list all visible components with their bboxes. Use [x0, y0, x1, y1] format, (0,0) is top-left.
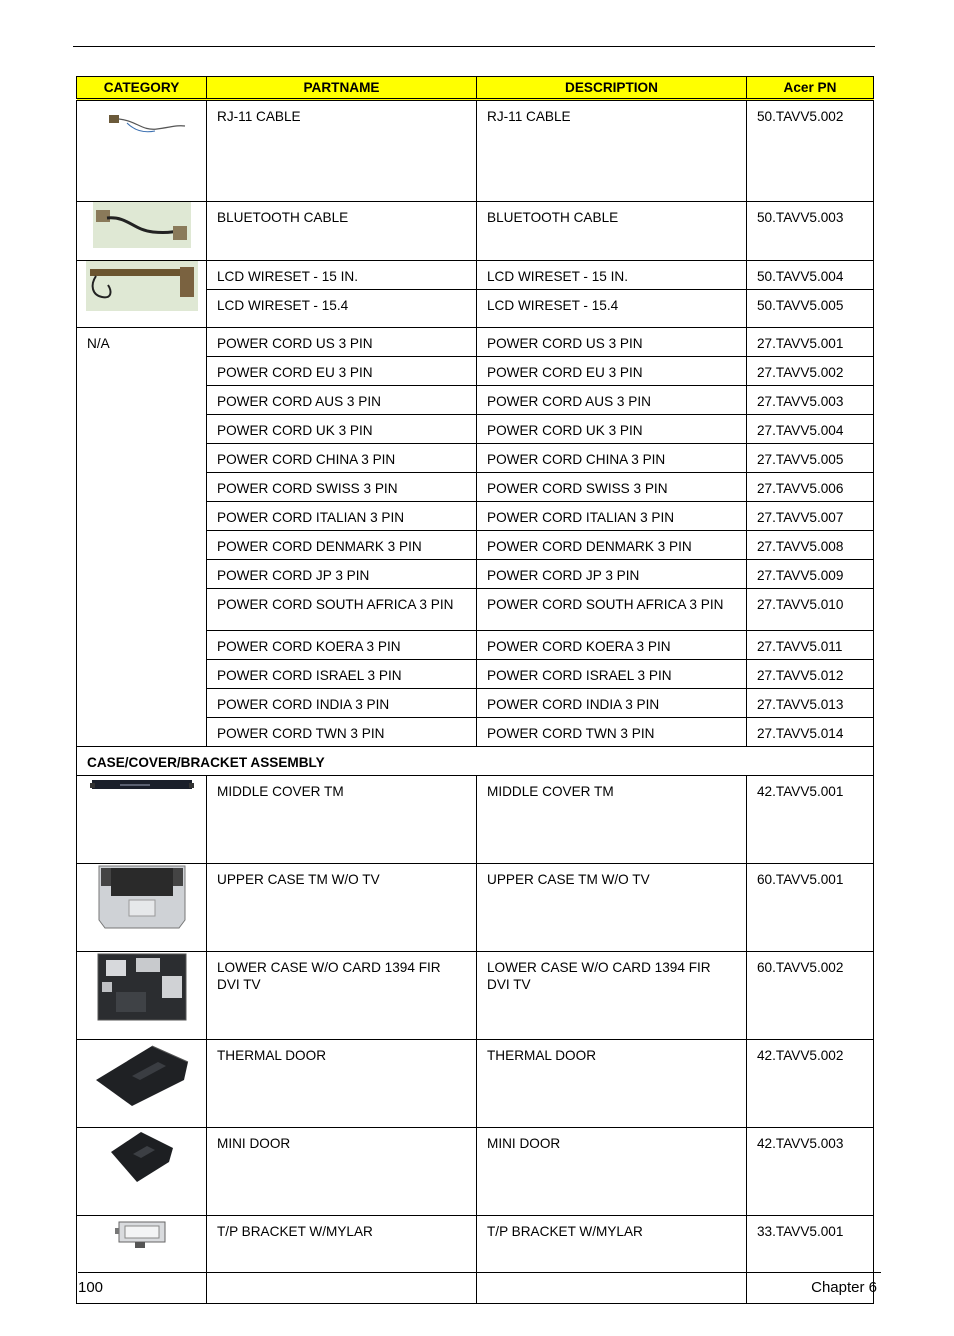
acer-pn-cell: 50.TAVV5.003 — [757, 210, 844, 225]
description-cell: POWER CORD ITALIAN 3 PIN — [487, 510, 675, 525]
table-row — [77, 328, 874, 357]
acer-pn-cell: 27.TAVV5.002 — [757, 365, 844, 380]
column-header-acer-pn: Acer PN — [747, 77, 874, 100]
partname-cell: POWER CORD KOERA 3 PIN — [217, 639, 401, 654]
table-row — [77, 202, 874, 261]
acer-pn-cell: 27.TAVV5.010 — [757, 597, 844, 612]
partname-cell: POWER CORD EU 3 PIN — [217, 365, 373, 380]
rj11-cable-photo — [77, 100, 207, 202]
partname-cell: MIDDLE COVER TM — [217, 784, 344, 799]
description-cell: POWER CORD SWISS 3 PIN — [487, 481, 668, 496]
acer-pn-cell: 60.TAVV5.002 — [757, 960, 844, 975]
acer-pn-cell: 27.TAVV5.007 — [757, 510, 844, 525]
partname-cell: LCD WIRESET - 15 IN. — [217, 269, 359, 284]
partname-cell: T/P BRACKET W/MYLAR — [217, 1224, 373, 1239]
description-cell: POWER CORD JP 3 PIN — [487, 568, 640, 583]
partname-cell: POWER CORD ITALIAN 3 PIN — [217, 510, 405, 525]
page-number: 100 — [78, 1279, 104, 1296]
acer-pn-cell: 60.TAVV5.001 — [757, 872, 844, 887]
acer-pn-cell: 33.TAVV5.001 — [757, 1224, 844, 1239]
acer-pn-cell: 27.TAVV5.003 — [757, 394, 844, 409]
upper-case-photo — [77, 864, 207, 952]
column-header-category: CATEGORY — [77, 77, 207, 100]
description-cell: POWER CORD US 3 PIN — [487, 336, 643, 351]
acer-pn-cell: 27.TAVV5.012 — [757, 668, 844, 683]
lower-case-photo — [77, 952, 207, 1040]
partname-cell: POWER CORD UK 3 PIN — [217, 423, 373, 438]
partname-cell: POWER CORD AUS 3 PIN — [217, 394, 381, 409]
table-row — [77, 864, 874, 952]
description-cell: POWER CORD DENMARK 3 PIN — [487, 539, 692, 554]
acer-pn-cell: 27.TAVV5.014 — [757, 726, 844, 741]
partname-cell: POWER CORD SWISS 3 PIN — [217, 481, 398, 496]
partname-cell: MINI DOOR — [217, 1136, 291, 1151]
partname-cell: POWER CORD DENMARK 3 PIN — [217, 539, 422, 554]
table-row — [77, 1040, 874, 1128]
description-cell: LCD WIRESET - 15 IN. — [487, 269, 629, 284]
description-cell: MIDDLE COVER TM — [487, 784, 614, 799]
description-cell: MINI DOOR — [487, 1136, 561, 1151]
partname-cell: UPPER CASE TM W/O TV — [217, 872, 380, 887]
acer-pn-cell: 50.TAVV5.002 — [757, 109, 844, 124]
acer-pn-cell: 50.TAVV5.005 — [757, 298, 844, 313]
partname-cell: POWER CORD JP 3 PIN — [217, 568, 370, 583]
partname-cell: RJ-11 CABLE — [217, 109, 301, 124]
description-cell: POWER CORD AUS 3 PIN — [487, 394, 651, 409]
description-cell: POWER CORD INDIA 3 PIN — [487, 697, 660, 712]
acer-pn-cell: 42.TAVV5.003 — [757, 1136, 844, 1151]
description-cell: BLUETOOTH CABLE — [487, 210, 619, 225]
table-row — [77, 100, 874, 202]
section-title: CASE/COVER/BRACKET ASSEMBLY — [87, 755, 325, 770]
acer-pn-cell: 27.TAVV5.005 — [757, 452, 844, 467]
description-cell: RJ-11 CABLE — [487, 109, 571, 124]
description-cell: POWER CORD TWN 3 PIN — [487, 726, 655, 741]
description-cell: UPPER CASE TM W/O TV — [487, 872, 650, 887]
description-cell: LCD WIRESET - 15.4 — [487, 298, 619, 313]
partname-cell: POWER CORD SOUTH AFRICA 3 PIN — [217, 597, 454, 612]
lcd-wireset-photo — [77, 261, 207, 328]
acer-pn-cell: 27.TAVV5.001 — [757, 336, 844, 351]
partname-cell: POWER CORD TWN 3 PIN — [217, 726, 385, 741]
partname-cell: LCD WIRESET - 15.4 — [217, 298, 349, 313]
partname-cell: POWER CORD ISRAEL 3 PIN — [217, 668, 402, 683]
mini-door-photo — [77, 1128, 207, 1216]
footer-rule — [78, 1272, 881, 1273]
description-cell: THERMAL DOOR — [487, 1048, 597, 1063]
table-row — [77, 776, 874, 864]
partname-cell: POWER CORD CHINA 3 PIN — [217, 452, 396, 467]
column-header-description: DESCRIPTION — [477, 77, 747, 100]
description-cell: T/P BRACKET W/MYLAR — [487, 1224, 643, 1239]
table-header-row — [77, 77, 874, 100]
description-cell: POWER CORD CHINA 3 PIN — [487, 452, 666, 467]
category-cell: N/A — [87, 336, 110, 351]
partname-cell: POWER CORD INDIA 3 PIN — [217, 697, 390, 712]
bluetooth-cable-photo — [77, 202, 207, 261]
table-row — [77, 261, 874, 290]
description-cell: POWER CORD UK 3 PIN — [487, 423, 643, 438]
description-cell: LOWER CASE W/O CARD 1394 FIR DVI TV — [487, 960, 711, 992]
partname-cell: LOWER CASE W/O CARD 1394 FIR DVI TV — [217, 960, 441, 992]
thermal-door-photo — [77, 1040, 207, 1128]
table-row — [77, 952, 874, 1040]
description-cell: POWER CORD KOERA 3 PIN — [487, 639, 671, 654]
column-header-partname: PARTNAME — [207, 77, 477, 100]
description-cell: POWER CORD EU 3 PIN — [487, 365, 643, 380]
acer-pn-cell: 27.TAVV5.013 — [757, 697, 844, 712]
chapter-label: Chapter 6 — [811, 1279, 877, 1296]
section-row — [77, 747, 874, 776]
acer-pn-cell: 27.TAVV5.009 — [757, 568, 844, 583]
table-row — [77, 1216, 874, 1304]
description-cell: POWER CORD SOUTH AFRICA 3 PIN — [487, 597, 724, 612]
acer-pn-cell: 42.TAVV5.002 — [757, 1048, 844, 1063]
acer-pn-cell: 27.TAVV5.008 — [757, 539, 844, 554]
acer-pn-cell: 50.TAVV5.004 — [757, 269, 844, 284]
parts-table — [76, 76, 874, 1304]
partname-cell: BLUETOOTH CABLE — [217, 210, 349, 225]
acer-pn-cell: 27.TAVV5.011 — [757, 639, 843, 654]
acer-pn-cell: 42.TAVV5.001 — [757, 784, 844, 799]
acer-pn-cell: 27.TAVV5.006 — [757, 481, 844, 496]
description-cell: POWER CORD ISRAEL 3 PIN — [487, 668, 672, 683]
partname-cell: POWER CORD US 3 PIN — [217, 336, 373, 351]
middle-cover-photo — [77, 776, 207, 864]
header-rule — [73, 46, 875, 47]
acer-pn-cell: 27.TAVV5.004 — [757, 423, 844, 438]
partname-cell: THERMAL DOOR — [217, 1048, 327, 1063]
table-row — [77, 1128, 874, 1216]
